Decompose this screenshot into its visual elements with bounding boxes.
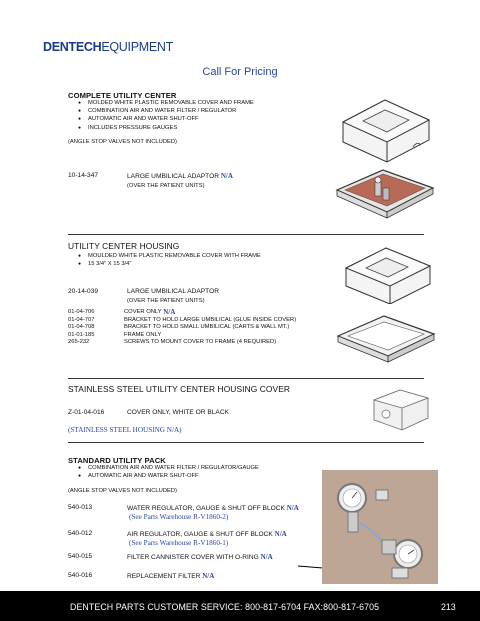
bullet: ● 15 3/4" X 15 3/4" [68,260,261,268]
section-title-housing: UTILITY CENTER HOUSING [68,241,180,251]
bullet: ● MOLDED WHITE PLASTIC REMOVABLE COVER AND FRAME [68,99,254,107]
part-subnote: (OVER THE PATIENT UNITS) [127,183,205,189]
stainless-cover-image [370,386,432,432]
divider [68,442,424,443]
part-description: FILTER CANNISTER COVER WITH O-RING N/A [127,553,273,561]
stainless-note: (STAINLESS STEEL HOUSING N/A) [68,426,182,434]
part-number: 20-14-039 [68,288,99,295]
footer-bar [0,591,480,621]
divider [68,378,424,379]
bullet: ● MOULDED WHITE PLASTIC REMOVABLE COVER WITH FRAME [68,252,261,260]
divider [68,234,424,235]
part-description: LARGE UMBILICAL ADAPTOR [127,288,219,295]
section-title-stainless: STAINLESS STEEL UTILITY CENTER HOUSING COVER [68,384,291,394]
housing-parts-list [68,309,296,347]
bullet: ● INCLUDES PRESSURE GAUGES [68,124,254,132]
utility-pack-photo [322,470,438,584]
part-subnote: (OVER THE PATIENT UNITS) [127,298,205,304]
call-for-pricing: Call For Pricing [202,66,278,78]
part-description: WATER REGULATOR, GAUGE & SHUT OFF BLOCK N/A [127,504,299,512]
part-description: LARGE UMBILICAL ADAPTOR N/A [127,172,233,180]
part-description: AIR REGULATOR, GAUGE & SHUT OFF BLOCK N/A [127,530,287,538]
bullet: ● AUTOMATIC AIR AND WATER SHUT-OFF [68,472,259,480]
customer-service-text: DENTECH PARTS CUSTOMER SERVICE: 800-817-6704 FAX:800-817-6705 [70,602,380,612]
utility-cover-image [333,92,437,164]
housing-frame-image [334,312,438,370]
part-number: 10-14-347 [68,172,99,179]
parts-row: 01-04-707 BRACKET TO HOLD LARGE UMBILICAL (GLUE INSIDE COVER) [68,316,297,323]
parts-row: 265-232 SCREWS TO MOUNT COVER TO FRAME (4 REQUIRED) [68,339,277,346]
complete-bullets [68,99,254,132]
dentech-logo: DENTECHEQUIPMENT [43,40,173,54]
part-description: COVER ONLY, WHITE OR BLACK [127,409,229,416]
part-number: Z-01-04-016 [68,409,105,416]
part-number: 540-015 [68,553,93,560]
housing-bullets [68,252,261,268]
part-number: 540-016 [68,572,93,579]
parts-row: 01-01-185 FRAME ONLY [68,331,162,338]
standard-bullets [68,464,259,480]
page-number: 213 [441,602,456,612]
standard-note: (ANGLE STOP VALVES NOT INCLUDED) [68,488,177,494]
parts-row: 01-04-708 BRACKET TO HOLD SMALL UMBILICAL (CARTS & WALL MT.) [68,324,290,331]
part-number: 540-013 [68,504,93,511]
parts-row: 01-04-706 COVER ONLY N/A [68,308,176,316]
housing-cover-image [340,242,436,304]
part-number: 540-012 [68,530,93,537]
utility-frame-image [333,166,437,226]
bullet: ● COMBINATION AIR AND WATER FILTER / REGULATOR [68,107,254,115]
warehouse-ref: (See Parts Warehouse R-V1860-2) [129,513,229,521]
bullet: ● COMBINATION AIR AND WATER FILTER / REGULATOR/GAUGE [68,464,259,472]
complete-note: (ANGLE STOP VALVES NOT INCLUDED) [68,139,177,145]
section-title-complete: COMPLETE UTILITY CENTER [68,91,177,100]
bullet: ● AUTOMATIC AIR AND WATER SHUT-OFF [68,115,254,123]
part-description: REPLACEMENT FILTER N/A [127,572,215,580]
warehouse-ref: (See Parts Warehouse R-V1860-1) [129,539,229,547]
section-title-standard: STANDARD UTILITY PACK [68,456,166,465]
